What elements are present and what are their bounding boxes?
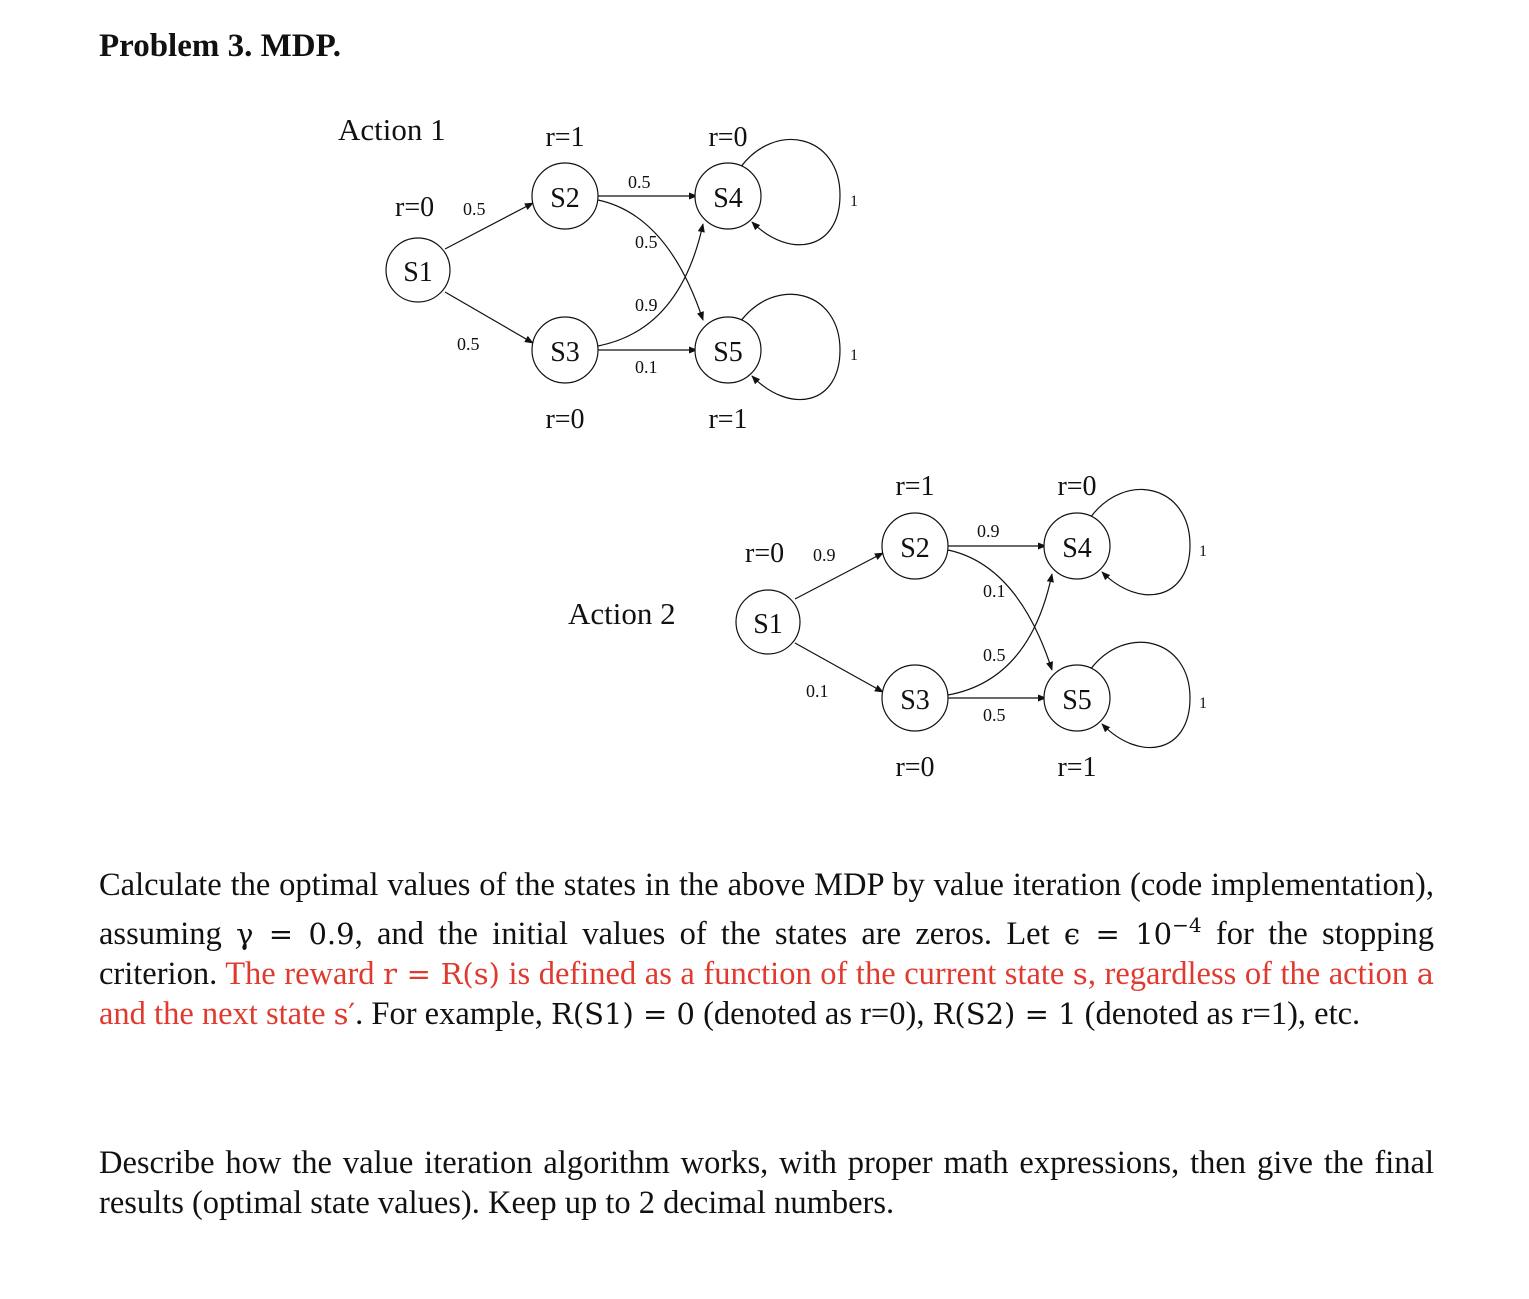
a2-reward-s4: r=0 <box>1057 471 1097 502</box>
a2-reward-s3: r=0 <box>895 752 935 783</box>
state-symbol: s <box>1072 956 1088 991</box>
para1-text-1: Calculate the optimal values of the states in the above MDP by value iteration (code implementation), assuming <box>99 867 1434 952</box>
action1-diagram <box>386 139 840 399</box>
a2-state-s3: S3 <box>900 685 930 716</box>
problem-statement <box>99 865 1434 1034</box>
para1-text-2: , and the initial values of the states are zeros. Let <box>354 915 1064 952</box>
a1-prob-s2-s5: 0.5 <box>635 232 658 252</box>
a1-state-s4: S4 <box>713 183 743 214</box>
a2-prob-s3-s4: 0.5 <box>983 645 1006 665</box>
a2-prob-s2-s4: 0.9 <box>977 521 1000 541</box>
a2-prob-s3-s5: 0.5 <box>983 705 1006 725</box>
a1-state-s3: S3 <box>550 337 580 368</box>
reward-expression: r = R(s) <box>383 956 500 991</box>
a1-state-s1: S1 <box>403 257 433 288</box>
a1-prob-s1-s2: 0.5 <box>463 199 486 219</box>
epsilon-exponent: −4 <box>1172 913 1202 937</box>
para1-text-4: . For example, <box>355 995 551 1032</box>
a2-prob-s4-loop: 1 <box>1199 543 1207 560</box>
red-text-2: is defined as a function of the current state <box>499 955 1073 992</box>
a2-reward-s2: r=1 <box>895 471 935 502</box>
para1-text-5: (denoted as r=0), <box>694 995 933 1032</box>
gamma-expression: γ = 0.9 <box>236 916 355 951</box>
epsilon-expression: ϵ = 10 <box>1063 916 1173 951</box>
a2-prob-s2-s5: 0.1 <box>983 581 1006 601</box>
para1-text-6: (denoted as r=1), etc. <box>1076 995 1361 1032</box>
a2-prob-s1-s3: 0.1 <box>806 681 829 701</box>
action1-labels <box>338 112 858 435</box>
a1-prob-s2-s4: 0.5 <box>628 172 651 192</box>
a2-state-s1: S1 <box>753 609 783 640</box>
action-symbol: a <box>1416 956 1435 991</box>
action2-diagram <box>736 489 1190 747</box>
a1-state-s5: S5 <box>713 337 743 368</box>
a1-state-s2: S2 <box>550 183 580 214</box>
a2-edge-s1-s2 <box>795 553 883 599</box>
a2-state-s4: S4 <box>1062 533 1092 564</box>
a1-reward-s1: r=0 <box>395 192 435 223</box>
a1-reward-s4: r=0 <box>708 122 748 153</box>
a1-prob-s5-loop: 1 <box>850 347 858 364</box>
next-state-symbol: s′ <box>333 996 356 1031</box>
red-text-1: The reward <box>225 955 384 992</box>
a1-edge-s1-s2 <box>445 203 533 249</box>
red-text-4: and the next state <box>99 995 334 1032</box>
a2-prob-s5-loop: 1 <box>1199 695 1207 712</box>
a1-prob-s1-s3: 0.5 <box>457 334 480 354</box>
problem-title: Problem 3. MDP. <box>99 28 341 64</box>
reward-s1-expression: R(S1) = 0 <box>550 996 695 1031</box>
a2-state-s5: S5 <box>1062 685 1092 716</box>
a2-action-label: Action 2 <box>568 596 676 631</box>
a2-reward-s1: r=0 <box>745 538 785 569</box>
reward-s2-expression: R(S2) = 1 <box>932 996 1077 1031</box>
a1-reward-s5: r=1 <box>708 404 748 435</box>
para1-text-3: for the stopping criterion. <box>99 915 1435 992</box>
a2-reward-s5: r=1 <box>1057 752 1097 783</box>
a1-prob-s3-s5: 0.1 <box>635 357 658 377</box>
a2-state-s2: S2 <box>900 533 930 564</box>
a1-action-label: Action 1 <box>338 112 446 147</box>
a1-prob-s3-s4: 0.9 <box>635 295 658 315</box>
task-description: Describe how the value iteration algorithm works, with proper math expressions, then give the final results (optimal state values). Keep up to 2 decimal numbers. <box>99 1145 1434 1221</box>
red-text-3: , regardless of the action <box>1087 955 1417 992</box>
a2-prob-s1-s2: 0.9 <box>813 545 836 565</box>
a1-reward-s2: r=1 <box>545 122 585 153</box>
action2-labels <box>568 471 1207 783</box>
a1-prob-s4-loop: 1 <box>850 193 858 210</box>
a1-reward-s3: r=0 <box>545 404 585 435</box>
